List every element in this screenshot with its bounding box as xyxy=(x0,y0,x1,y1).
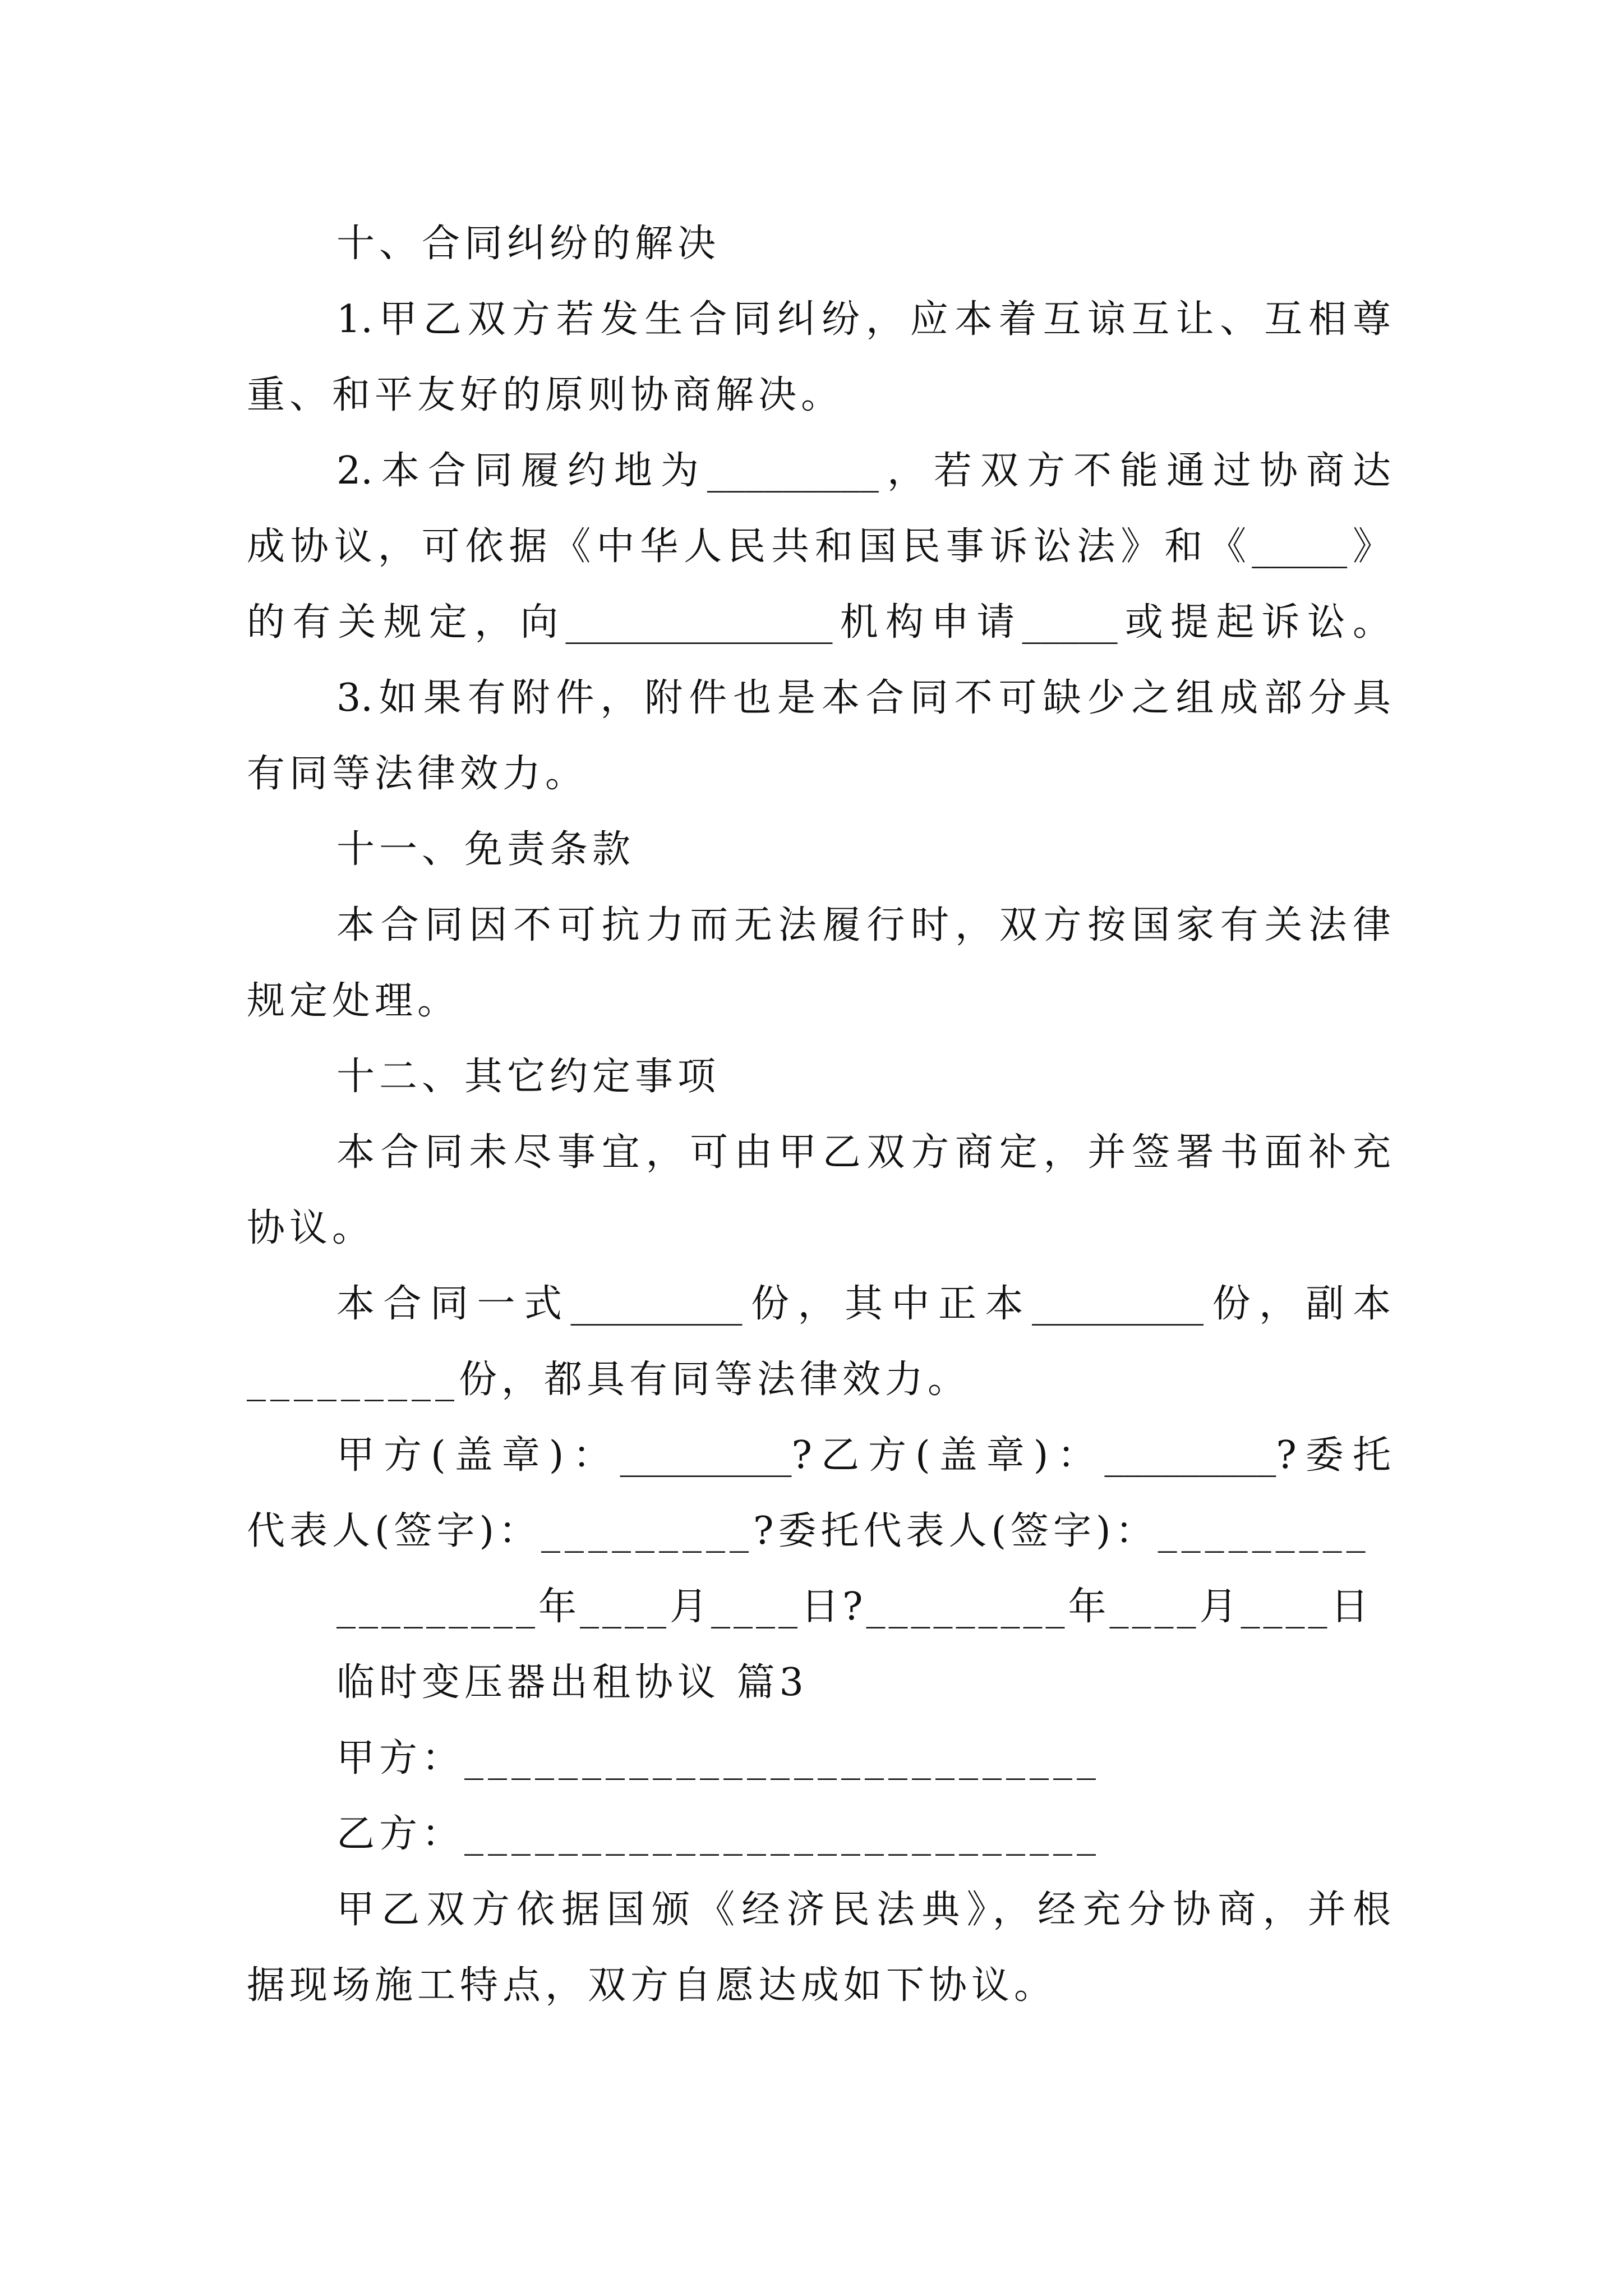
preamble-line-2: 据现场施工特点，双方自愿达成如下协议。 xyxy=(247,1963,1057,2008)
party-a-line: 甲方：___________________________ xyxy=(336,1736,1101,1780)
clause-10-1-line-2: 重、和平友好的原则协商解决。 xyxy=(247,373,844,417)
clause-12-line-1: 本合同未尽事宜，可由甲乙双方商定，并签署书面补充 xyxy=(336,1130,1391,1175)
agreement-title: 临时变压器出租协议 篇3 xyxy=(336,1660,808,1705)
signature-line-2: 代表人(签字)：_________?委托代表人(签字)：_________ xyxy=(247,1509,1370,1553)
clause-10-1-line-1: 1.甲乙双方若发生合同纠纷，应本着互谅互让、互相尊 xyxy=(336,297,1391,342)
clause-10-3-line-2: 有同等法律效力。 xyxy=(247,752,588,796)
clause-10-2-line-3: 的有关规定，向______________机构申请_____或提起诉讼。 xyxy=(247,600,1391,645)
clause-11-line-1: 本合同因不可抗力而无法履行时，双方按国家有关法律 xyxy=(336,903,1391,947)
preamble-line-1: 甲乙双方依据国颁《经济民法典》，经充分协商，并根 xyxy=(336,1888,1391,1932)
copies-line-2: _________份，都具有同等法律效力。 xyxy=(247,1358,971,1402)
date-line: _________年____月____日?_________年____月____日 xyxy=(336,1585,1372,1629)
signature-line-1: 甲方(盖章)：_________?乙方(盖章)：_________?委托 xyxy=(336,1433,1391,1478)
clause-10-3-line-1: 3.如果有附件，附件也是本合同不可缺少之组成部分具 xyxy=(336,676,1391,720)
section-heading-10: 十、合同纠纷的解决 xyxy=(336,222,721,266)
clause-10-2-line-1: 2.本合同履约地为_________，若双方不能通过协商达 xyxy=(336,449,1391,493)
clause-12-line-2: 协议。 xyxy=(247,1206,375,1250)
clause-10-2-line-2: 成协议，可依据《中华人民共和国民事诉讼法》和《_____》 xyxy=(247,524,1391,569)
party-b-line: 乙方：___________________________ xyxy=(336,1812,1101,1856)
section-heading-12: 十二、其它约定事项 xyxy=(336,1055,721,1099)
copies-line-1: 本合同一式_________份，其中正本_________份，副本 xyxy=(336,1282,1391,1326)
section-heading-11: 十一、免责条款 xyxy=(336,827,635,872)
clause-11-line-2: 规定处理。 xyxy=(247,979,460,1023)
